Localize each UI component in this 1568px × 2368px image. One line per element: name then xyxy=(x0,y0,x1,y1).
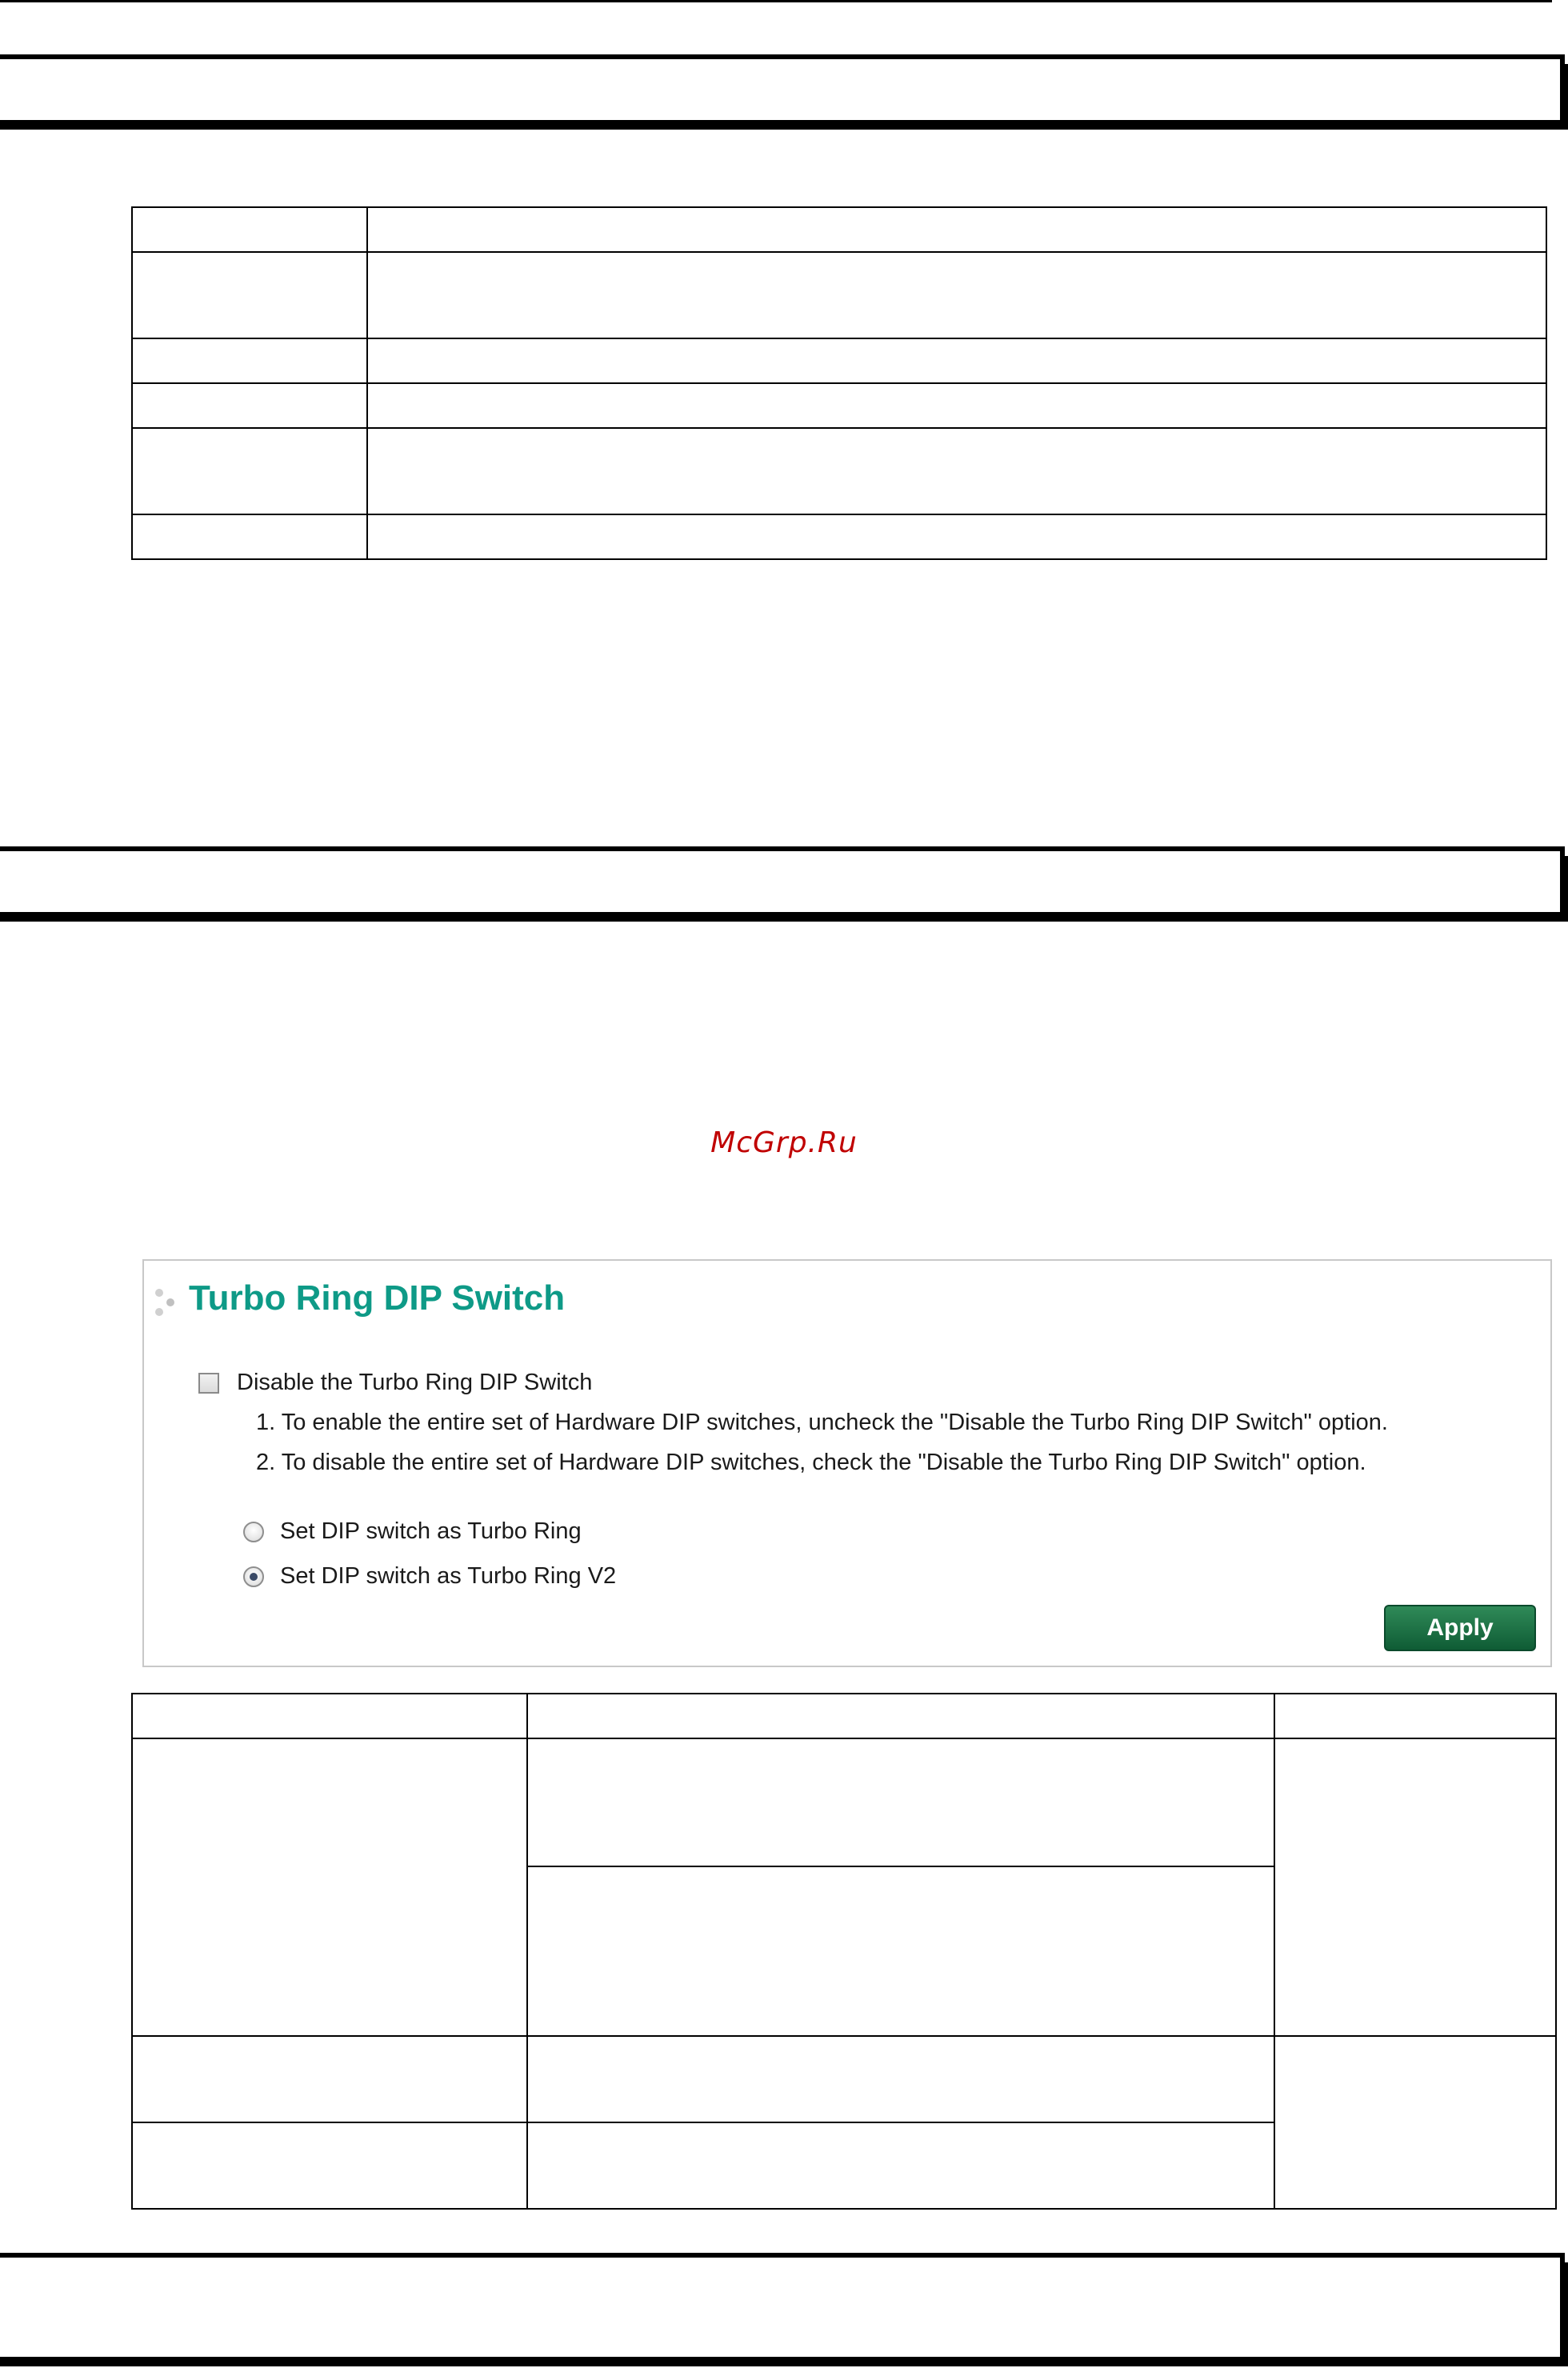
table-header-row xyxy=(132,1694,1556,1738)
table-row xyxy=(132,338,1546,383)
table-row xyxy=(132,252,1546,338)
table-row xyxy=(132,207,1546,252)
dots-bullet-icon xyxy=(154,1288,176,1317)
table-row xyxy=(132,428,1546,514)
turbo-ring-dip-switch-panel xyxy=(142,1259,1552,1667)
table-row xyxy=(132,2036,1556,2122)
instruction-line-2: 2. To disable the entire set of Hardware DIP switches, check the "Disable the Turbo Ring DIP Switch" option. xyxy=(256,1450,1366,1475)
table-row xyxy=(132,1738,1556,1866)
radio-turbo-ring-v2-label: Set DIP switch as Turbo Ring V2 xyxy=(280,1563,617,1589)
radio-turbo-ring-label: Set DIP switch as Turbo Ring xyxy=(280,1518,582,1544)
watermark-text: McGrp.Ru xyxy=(710,1126,858,1159)
parameter-table-1 xyxy=(131,206,1547,560)
disable-dip-switch-label: Disable the Turbo Ring DIP Switch xyxy=(237,1370,593,1395)
table-row xyxy=(132,383,1546,428)
apply-button[interactable]: Apply xyxy=(1384,1605,1536,1651)
section-header-box-3 xyxy=(0,2253,1565,2362)
section-header-box-2 xyxy=(0,846,1565,917)
table-row xyxy=(132,514,1546,559)
parameter-table-2 xyxy=(131,1693,1557,2210)
instruction-line-1: 1. To enable the entire set of Hardware DIP switches, uncheck the "Disable the Turbo Ring DIP Switch" option. xyxy=(256,1410,1388,1435)
radio-turbo-ring[interactable] xyxy=(243,1522,264,1542)
section-header-box-1 xyxy=(0,54,1565,125)
page-top-rule xyxy=(0,0,1552,2)
radio-turbo-ring-v2[interactable] xyxy=(243,1566,264,1587)
disable-dip-switch-checkbox[interactable] xyxy=(198,1373,219,1394)
panel-title: Turbo Ring DIP Switch xyxy=(189,1278,566,1318)
